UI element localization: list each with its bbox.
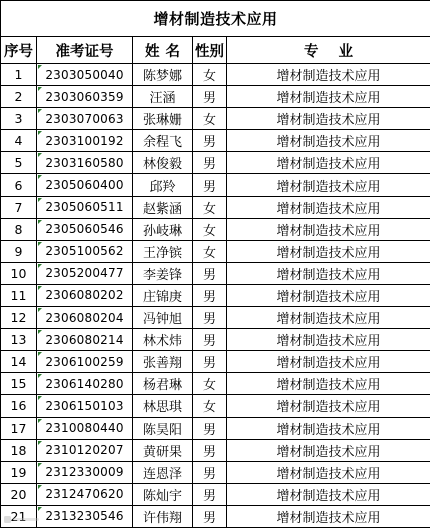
exam-number-text: 2306140280: [45, 377, 123, 391]
cell-exam-number[interactable]: [37, 395, 133, 417]
table-row: [1, 483, 430, 505]
table-row: [1, 307, 430, 329]
table-row: [1, 417, 430, 439]
cell-student-name[interactable]: 连恩泽: [133, 461, 193, 483]
number-stored-as-text-flag-icon: [38, 87, 42, 91]
table-row: [1, 130, 430, 152]
cell-exam-number[interactable]: [37, 262, 133, 284]
exam-number-text: 2306080202: [45, 288, 123, 302]
exam-number-text: 2310120207: [45, 443, 123, 457]
table-row: [1, 262, 430, 284]
cell-serial-number[interactable]: 16: [1, 395, 37, 417]
table-row: [1, 86, 430, 108]
table-row: [1, 351, 430, 373]
cell-major[interactable]: 增材制造技术应用: [227, 483, 430, 505]
cell-exam-number[interactable]: [37, 174, 133, 196]
cell-major[interactable]: 增材制造技术应用: [227, 351, 430, 373]
table-row: [1, 505, 430, 527]
cell-student-name[interactable]: 杨君琳: [133, 373, 193, 395]
table-row: [1, 64, 430, 86]
cell-gender[interactable]: 男: [193, 417, 227, 439]
number-stored-as-text-flag-icon: [38, 308, 42, 312]
number-stored-as-text-flag-icon: [38, 264, 42, 268]
cell-serial-number[interactable]: 19: [1, 461, 37, 483]
header-row: [1, 37, 430, 64]
cell-student-name[interactable]: 庄锦庚: [133, 284, 193, 306]
header-no: 序号: [1, 37, 37, 64]
cell-gender[interactable]: 男: [193, 483, 227, 505]
cell-gender[interactable]: 男: [193, 174, 227, 196]
cell-gender[interactable]: 女: [193, 64, 227, 86]
number-stored-as-text-flag-icon: [38, 396, 42, 400]
table-row: [1, 395, 430, 417]
table-row: [1, 196, 430, 218]
cell-serial-number[interactable]: 21: [1, 505, 37, 527]
cell-major[interactable]: 增材制造技术应用: [227, 130, 430, 152]
table-title: 增材制造技术应用: [1, 1, 430, 37]
cell-major[interactable]: 增材制造技术应用: [227, 395, 430, 417]
cell-student-name[interactable]: 许伟翔: [133, 505, 193, 527]
number-stored-as-text-flag-icon: [38, 352, 42, 356]
cell-major[interactable]: 增材制造技术应用: [227, 329, 430, 351]
cell-serial-number[interactable]: 4: [1, 130, 37, 152]
exam-number-text: 2303050040: [45, 68, 123, 82]
title-row: [1, 1, 430, 37]
cell-exam-number[interactable]: [37, 130, 133, 152]
cell-major[interactable]: 增材制造技术应用: [227, 439, 430, 461]
exam-number-text: 2305200477: [45, 266, 123, 280]
cell-student-name[interactable]: 汪涵: [133, 86, 193, 108]
table-row: [1, 240, 430, 262]
cell-major[interactable]: 增材制造技术应用: [227, 218, 430, 240]
cell-major[interactable]: 增材制造技术应用: [227, 64, 430, 86]
cell-student-name[interactable]: 陈昊阳: [133, 417, 193, 439]
cell-major[interactable]: 增材制造技术应用: [227, 284, 430, 306]
cell-major[interactable]: 增材制造技术应用: [227, 240, 430, 262]
cell-gender[interactable]: 男: [193, 86, 227, 108]
cell-major[interactable]: 增材制造技术应用: [227, 262, 430, 284]
exam-number-text: 2312470620: [45, 487, 123, 501]
cell-gender[interactable]: 女: [193, 196, 227, 218]
header-exam-no: 准考证号: [37, 37, 133, 64]
cell-major[interactable]: 增材制造技术应用: [227, 373, 430, 395]
cell-student-name[interactable]: 孙岐琳: [133, 218, 193, 240]
cell-exam-number[interactable]: [37, 152, 133, 174]
table-row: [1, 152, 430, 174]
cell-exam-number[interactable]: [37, 483, 133, 505]
cell-exam-number[interactable]: [37, 86, 133, 108]
number-stored-as-text-flag-icon: [38, 463, 42, 467]
number-stored-as-text-flag-icon: [38, 419, 42, 423]
cell-gender[interactable]: 女: [193, 108, 227, 130]
exam-number-text: 2305060511: [45, 200, 123, 214]
cell-gender[interactable]: 女: [193, 240, 227, 262]
cell-serial-number[interactable]: 13: [1, 329, 37, 351]
cell-gender[interactable]: 男: [193, 329, 227, 351]
cell-serial-number[interactable]: 3: [1, 108, 37, 130]
number-stored-as-text-flag-icon: [38, 131, 42, 135]
table-row: [1, 329, 430, 351]
cell-major[interactable]: 增材制造技术应用: [227, 108, 430, 130]
cell-serial-number[interactable]: 7: [1, 196, 37, 218]
table-row: [1, 439, 430, 461]
exam-number-text: 2303100192: [45, 134, 123, 148]
cell-exam-number[interactable]: [37, 196, 133, 218]
cell-serial-number[interactable]: 20: [1, 483, 37, 505]
cell-major[interactable]: 增材制造技术应用: [227, 196, 430, 218]
table-row: [1, 218, 430, 240]
cell-student-name[interactable]: 黄研果: [133, 439, 193, 461]
cell-exam-number[interactable]: [37, 240, 133, 262]
cell-student-name[interactable]: 陈梦娜: [133, 64, 193, 86]
number-stored-as-text-flag-icon: [38, 330, 42, 334]
number-stored-as-text-flag-icon: [38, 374, 42, 378]
cell-serial-number[interactable]: 8: [1, 218, 37, 240]
watermark-logo: [4, 515, 40, 524]
cell-exam-number[interactable]: [37, 351, 133, 373]
exam-number-text: 2306150103: [45, 399, 123, 413]
cell-exam-number[interactable]: [37, 284, 133, 306]
exam-number-text: 2303160580: [45, 156, 123, 170]
cell-student-name[interactable]: 余程飞: [133, 130, 193, 152]
number-stored-as-text-flag-icon: [38, 485, 42, 489]
cell-gender[interactable]: 男: [193, 351, 227, 373]
exam-number-text: 2303060359: [45, 90, 123, 104]
cell-exam-number[interactable]: [37, 461, 133, 483]
cell-gender[interactable]: 男: [193, 505, 227, 527]
cell-student-name[interactable]: 王净镔: [133, 240, 193, 262]
cell-student-name[interactable]: 陈灿宇: [133, 483, 193, 505]
cell-serial-number[interactable]: 10: [1, 262, 37, 284]
header-major: 专业: [227, 37, 430, 64]
cell-exam-number[interactable]: [37, 417, 133, 439]
cell-student-name[interactable]: 冯钟旭: [133, 307, 193, 329]
cell-student-name[interactable]: 李姜锋: [133, 262, 193, 284]
cell-serial-number[interactable]: 6: [1, 174, 37, 196]
cell-major[interactable]: 增材制造技术应用: [227, 152, 430, 174]
number-stored-as-text-flag-icon: [38, 65, 42, 69]
cell-exam-number[interactable]: [37, 108, 133, 130]
cell-student-name[interactable]: 邱羚: [133, 174, 193, 196]
table-row: [1, 174, 430, 196]
exam-number-text: 2310080440: [45, 421, 123, 435]
cell-exam-number[interactable]: [37, 307, 133, 329]
number-stored-as-text-flag-icon: [38, 198, 42, 202]
exam-number-text: 2306080214: [45, 333, 123, 347]
cell-exam-number[interactable]: [37, 64, 133, 86]
cell-student-name[interactable]: 张善翔: [133, 351, 193, 373]
exam-number-text: 2305100562: [45, 244, 123, 258]
cell-gender[interactable]: 男: [193, 439, 227, 461]
number-stored-as-text-flag-icon: [38, 507, 42, 511]
cell-gender[interactable]: 女: [193, 373, 227, 395]
cell-serial-number[interactable]: 14: [1, 351, 37, 373]
cell-student-name[interactable]: 林术炜: [133, 329, 193, 351]
cell-student-name[interactable]: 张琳姗: [133, 108, 193, 130]
exam-number-text: 2305060400: [45, 178, 123, 192]
cell-major[interactable]: 增材制造技术应用: [227, 307, 430, 329]
roster-body: [1, 1, 430, 528]
cell-gender[interactable]: 男: [193, 152, 227, 174]
cell-major[interactable]: 增材制造技术应用: [227, 174, 430, 196]
cell-exam-number[interactable]: [37, 373, 133, 395]
cell-serial-number[interactable]: 12: [1, 307, 37, 329]
cell-exam-number[interactable]: [37, 218, 133, 240]
cell-gender[interactable]: 男: [193, 284, 227, 306]
cell-student-name[interactable]: 赵紫涵: [133, 196, 193, 218]
header-name: 姓名: [133, 37, 193, 64]
exam-number-text: 2306100259: [45, 355, 123, 369]
number-stored-as-text-flag-icon: [38, 153, 42, 157]
cell-gender[interactable]: 男: [193, 262, 227, 284]
cell-exam-number[interactable]: [37, 329, 133, 351]
cell-serial-number[interactable]: 17: [1, 417, 37, 439]
table-row: [1, 108, 430, 130]
cell-serial-number[interactable]: 11: [1, 284, 37, 306]
table-row: [1, 284, 430, 306]
number-stored-as-text-flag-icon: [38, 242, 42, 246]
exam-number-text: 2312330009: [45, 465, 123, 479]
exam-number-text: 2305060546: [45, 222, 123, 236]
cell-gender[interactable]: 男: [193, 130, 227, 152]
cell-gender[interactable]: 女: [193, 395, 227, 417]
number-stored-as-text-flag-icon: [38, 175, 42, 179]
header-gender: 性别: [193, 37, 227, 64]
cell-gender[interactable]: 男: [193, 307, 227, 329]
number-stored-as-text-flag-icon: [38, 286, 42, 290]
cell-major[interactable]: 增材制造技术应用: [227, 417, 430, 439]
cell-serial-number[interactable]: 1: [1, 64, 37, 86]
cell-serial-number[interactable]: 5: [1, 152, 37, 174]
cell-exam-number[interactable]: [37, 439, 133, 461]
number-stored-as-text-flag-icon: [38, 441, 42, 445]
number-stored-as-text-flag-icon: [38, 109, 42, 113]
cell-major[interactable]: 增材制造技术应用: [227, 86, 430, 108]
cell-student-name[interactable]: 林思琪: [133, 395, 193, 417]
table-row: [1, 461, 430, 483]
cell-serial-number[interactable]: 2: [1, 86, 37, 108]
cell-major[interactable]: 增材制造技术应用: [227, 505, 430, 527]
exam-number-text: 2306080204: [45, 311, 123, 325]
exam-number-text: 2303070063: [45, 112, 123, 126]
cell-exam-number[interactable]: [37, 505, 133, 527]
cell-gender[interactable]: 男: [193, 461, 227, 483]
cell-serial-number[interactable]: 15: [1, 373, 37, 395]
cell-gender[interactable]: 女: [193, 218, 227, 240]
cell-major[interactable]: 增材制造技术应用: [227, 461, 430, 483]
number-stored-as-text-flag-icon: [38, 220, 42, 224]
table-row: [1, 373, 430, 395]
exam-number-text: 2313230546: [45, 509, 123, 523]
cell-serial-number[interactable]: 18: [1, 439, 37, 461]
cell-serial-number[interactable]: 9: [1, 240, 37, 262]
cell-student-name[interactable]: 林俊毅: [133, 152, 193, 174]
